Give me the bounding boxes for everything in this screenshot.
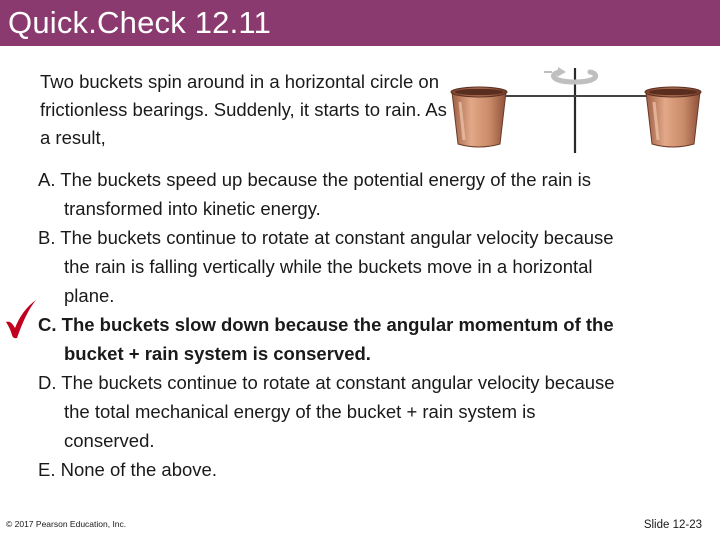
question-text: Two buckets spin around in a horizontal circle on frictionless bearings. Suddenly, it starts to rain. As a result, (40, 71, 447, 148)
answer-list (38, 165, 628, 484)
slide-title: Quick.Check 12.11 (8, 5, 272, 40)
answer-option-a: A. The buckets speed up because the potential energy of the rain is transformed into kinetic energy. (38, 169, 591, 219)
title-bar (0, 0, 720, 46)
answer-option-e: E. None of the above. (38, 459, 217, 480)
answer-option-b: B. The buckets continue to rotate at constant angular velocity because the rain is falling vertically while the buckets move in a horizontal plane. (38, 227, 614, 306)
answer-option-c: C. The buckets slow down because the angular momentum of the bucket + rain system is conserved. (38, 314, 614, 364)
checkmark-icon (4, 298, 38, 340)
left-bucket (451, 87, 507, 147)
right-bucket (645, 87, 701, 147)
copyright-text: © 2017 Pearson Education, Inc. (6, 519, 127, 529)
answer-option-d: D. The buckets continue to rotate at constant angular velocity because the total mechanical energy of the bucket + rain system is conserved. (38, 372, 615, 451)
rotation-arrow-icon (544, 67, 596, 82)
spinning-buckets-illustration (440, 58, 710, 158)
slide-number: Slide 12-23 (643, 519, 702, 531)
